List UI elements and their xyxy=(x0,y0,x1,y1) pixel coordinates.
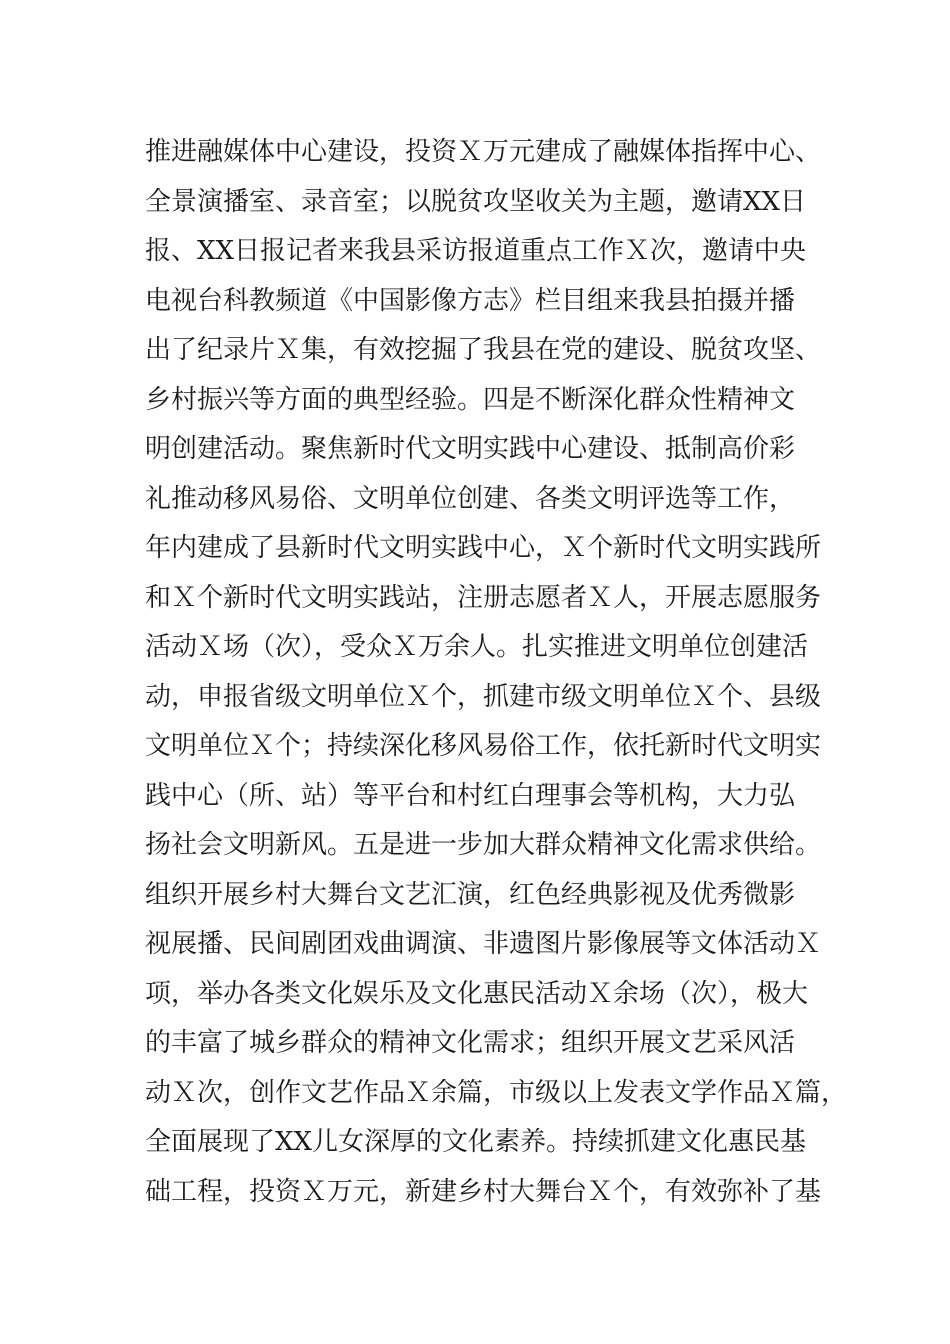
text-line: 践中心（所、站）等平台和村红白理事会等机构，大力弘 xyxy=(145,780,796,811)
text-line: 推进融媒体中心建设，投资Ｘ万元建成了融媒体指挥中心、 xyxy=(145,137,822,167)
text-line: 电视台科教频道《中国影像方志》栏目组来我县拍摄并播 xyxy=(145,285,796,316)
body-text xyxy=(145,128,848,1217)
text-line: 文明单位Ｘ个；持续深化移风易俗工作，依托新时代文明实 xyxy=(145,731,822,761)
text-line: 和Ｘ个新时代文明实践站，注册志愿者Ｘ人，开展志愿服务 xyxy=(145,582,822,613)
text-line: 组织开展乡村大舞台文艺汇演，红色经典影视及优秀微影 xyxy=(145,879,796,910)
text-line: 年内建成了县新时代文明实践中心，Ｘ个新时代文明实践所 xyxy=(145,533,822,563)
text-line: 全面展现了XX儿女深厚的文化素养。持续抓建文化惠民基 xyxy=(145,1127,807,1157)
text-line: 全景演播室、录音室；以脱贫攻坚收关为主题，邀请XX日 xyxy=(145,186,807,217)
text-line: 础工程，投资Ｘ万元，新建乡村大舞台Ｘ个，有效弥补了基 xyxy=(145,1176,822,1207)
text-line: 乡村振兴等方面的典型经验。四是不断深化群众性精神文 xyxy=(145,384,796,415)
text-line: 项，举办各类文化娱乐及文化惠民活动Ｘ余场（次），极大 xyxy=(145,978,809,1009)
text-line: 报、XX日报记者来我县采访报道重点工作Ｘ次，邀请中央 xyxy=(145,236,807,266)
text-line: 扬社会文明新风。五是进一步加大群众精神文化需求供给。 xyxy=(145,830,822,860)
text-line: 活动Ｘ场（次），受众Ｘ万余人。扎实推进文明单位创建活 xyxy=(145,632,809,662)
text-line: 视展播、民间剧团戏曲调演、非遗图片影像展等文体活动Ｘ xyxy=(145,929,822,959)
text-line: 明创建活动。聚焦新时代文明实践中心建设、抵制高价彩 xyxy=(145,434,796,464)
text-line: 的丰富了城乡群众的精神文化需求；组织开展文艺采风活 xyxy=(145,1028,796,1058)
text-line: 出了纪录片Ｘ集，有效挖掘了我县在党的建设、脱贫攻坚、 xyxy=(145,335,822,365)
text-line: 动，申报省级文明单位Ｘ个，抓建市级文明单位Ｘ个、县级 xyxy=(145,681,822,712)
text-line: 礼推动移风易俗、文明单位创建、各类文明评选等工作， xyxy=(145,483,796,514)
text-line: 动Ｘ次，创作文艺作品Ｘ余篇，市级以上发表文学作品Ｘ篇， xyxy=(145,1077,848,1108)
